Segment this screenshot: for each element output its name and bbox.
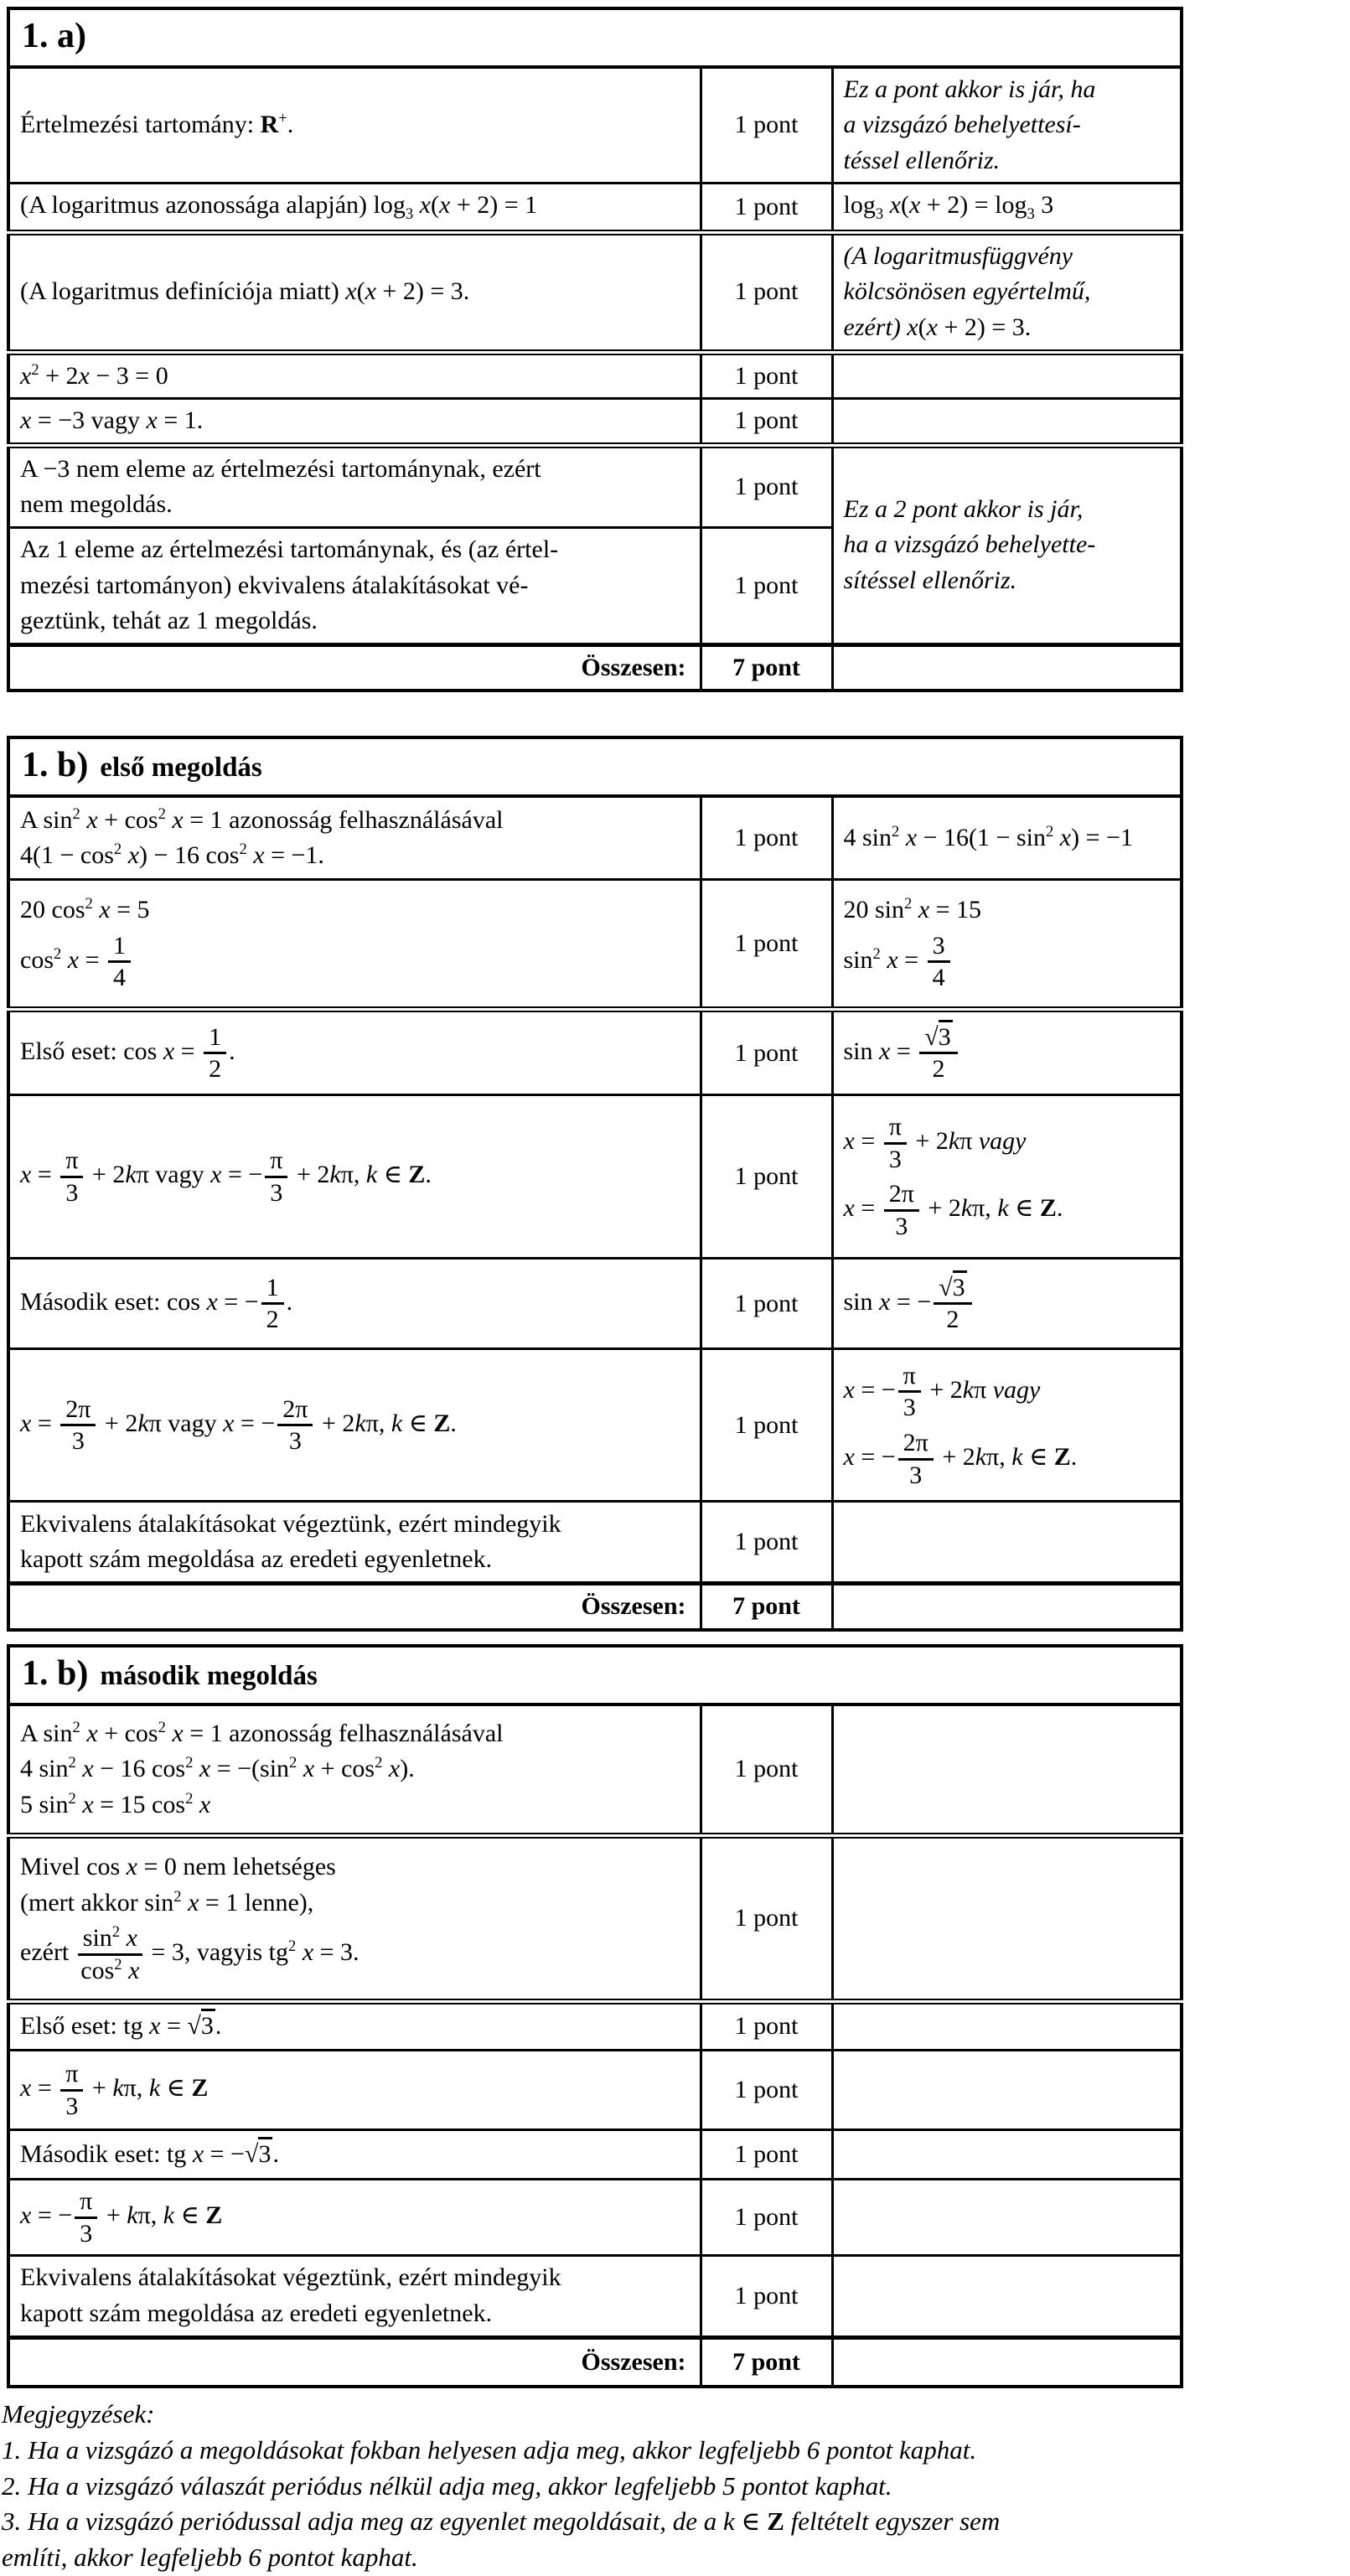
note-cell: 20 $\sin^2 x = 15$ $\sin^2 x$ = $\frac{3}{4}$	[832, 880, 1182, 1010]
points-cell: 1 pont	[701, 1704, 832, 1836]
note-cell: sin x = − $\frac{√3}{2}$	[832, 1259, 1182, 1349]
solution-cell: x = −3 vagy x = 1.	[8, 399, 701, 446]
solution-cell: Ekvivalens átalakításokat végeztünk, ezért mindegyik kapott szám megoldása az eredeti egyenletnek.	[8, 1502, 701, 1584]
remark-item: 3. Ha a vizsgázó periódussal adja meg az egyenlet megoldásait, de a k ∈ Z feltételt egyszer sem említi, akkor legfeljebb 6 pontot kaphat.	[2, 2506, 1001, 2573]
table-row	[8, 2256, 1182, 2337]
points-cell: 1 pont	[701, 1836, 832, 2002]
total-label: Összesen:	[8, 1584, 701, 1630]
total-label: Összesen:	[8, 2337, 701, 2387]
solution-cell: Második eset: cos x = − $\frac{1}{2}$ .	[8, 1259, 701, 1349]
points-cell: 1 pont	[701, 1349, 832, 1502]
table-row	[8, 184, 1182, 232]
table-title-cell	[8, 737, 1182, 796]
remark-item: 1. Ha a vizsgázó a megoldásokat fokban helyesen adja meg, akkor legfeljebb 6 pontot kaphat.	[2, 2434, 977, 2465]
table-row	[8, 2130, 1182, 2180]
solution-cell: Ekvivalens átalakításokat végeztünk, ezért mindegyik kapott szám megoldása az eredeti egyenletnek.	[8, 2256, 701, 2337]
total-row	[8, 644, 1182, 691]
table-header-row	[8, 737, 1182, 796]
note-cell	[832, 2051, 1182, 2130]
points-cell: 1 pont	[701, 527, 832, 644]
note-cell	[832, 2002, 1182, 2051]
empty-cell	[832, 2337, 1182, 2387]
table-row	[8, 352, 1182, 399]
note-cell: sin x = $\frac{√3}{2}$	[832, 1010, 1182, 1095]
solution-cell: Mivel cos x = 0 nem lehetséges (mert akkor $\sin^2 x = 1$ lenne), ezért $\frac{\sin^2 x}{\cos^2 x}$ = 3, vagyis $tg^2$ x = 3.	[8, 1836, 701, 2002]
remarks-title: Megjegyzések:	[2, 2399, 155, 2429]
note-cell: x = $\frac{\pi}{3}$ + 2kπ vagy x = $\frac{2\pi}{3}$ + 2kπ, k ∈ Z.	[832, 1095, 1182, 1259]
points-cell: 1 pont	[701, 2051, 832, 2130]
points-cell: 1 pont	[701, 399, 832, 446]
empty-cell	[832, 1584, 1182, 1630]
points-cell: 1 pont	[701, 352, 832, 399]
note-cell: (A logaritmusfüggvény kölcsönösen egyértelmű, ezért) x(x + 2) = 3.	[832, 232, 1182, 352]
note-cell: x = − $\frac{\pi}{3}$ + 2kπ vagy x = − $\frac{2\pi}{3}$ + 2kπ, k ∈ Z.	[832, 1349, 1182, 1502]
answer-table-1b-second	[7, 1644, 1183, 2388]
total-label: Összesen:	[8, 644, 701, 691]
solution-cell: Első eset: cos x = $\frac{1}{2}$ .	[8, 1010, 701, 1095]
points-cell: 1 pont	[701, 2180, 832, 2256]
note-cell	[832, 1836, 1182, 2002]
solution-cell: 20 $\cos^2 x = 5$ $\cos^2 x$ = $\frac{1}{4}$	[8, 880, 701, 1010]
table-row	[8, 2051, 1182, 2130]
note-cell: 4 $\sin^2 x - 16(1 - \sin^2 x) = -1$	[832, 796, 1182, 880]
points-cell: 1 pont	[701, 1010, 832, 1095]
points-cell: 1 pont	[701, 796, 832, 880]
solution-cell: Első eset: tg x = √3.	[8, 2002, 701, 2051]
table-row	[8, 1349, 1182, 1502]
table-row	[8, 1704, 1182, 1836]
table-title-cell	[8, 8, 1182, 67]
solution-cell: x = $\frac{\pi}{3}$ + 2kπ vagy x = − $\frac{\pi}{3}$ + 2kπ, k ∈ Z.	[8, 1095, 701, 1259]
answer-table-1a	[7, 7, 1183, 692]
note-cell	[832, 1502, 1182, 1584]
points-cell: 1 pont	[701, 2256, 832, 2337]
table-row	[8, 399, 1182, 446]
table-row	[8, 880, 1182, 1010]
solution-cell: x = $\frac{2\pi}{3}$ + 2kπ vagy x = − $\frac{2\pi}{3}$ + 2kπ, k ∈ Z.	[8, 1349, 701, 1502]
solution-cell: $x^2 + 2x - 3 = 0$	[8, 352, 701, 399]
points-cell: 1 pont	[701, 67, 832, 184]
points-cell: 1 pont	[701, 2002, 832, 2051]
total-points: 7 pont	[701, 644, 832, 691]
total-points: 7 pont	[701, 1584, 832, 1630]
empty-cell	[832, 644, 1182, 691]
remark-item: 2. Ha a vizsgázó válaszát periódus nélkül adja meg, akkor legfeljebb 5 pontot kaphat.	[2, 2470, 892, 2501]
table-subtitle: első megoldás	[100, 753, 262, 784]
points-cell: 1 pont	[701, 1502, 832, 1584]
table-header-row	[8, 8, 1182, 67]
table-title-cell	[8, 1646, 1182, 1704]
note-cell	[832, 2130, 1182, 2180]
table-row	[8, 67, 1182, 184]
remarks-section	[2, 2397, 1334, 2576]
table-row	[8, 1836, 1182, 2002]
points-cell: 1 pont	[701, 880, 832, 1010]
table-row	[8, 445, 1182, 527]
solution-cell: x = $\frac{\pi}{3}$ + kπ, k ∈ Z	[8, 2051, 701, 2130]
table-row	[8, 232, 1182, 352]
solution-cell: A $\sin^2 x + \cos^2 x = 1$ azonosság felhasználásával $4(1 - \cos^2 x) - 16$ $\cos^2 x = -1$.	[8, 796, 701, 880]
solution-cell: (A logaritmus azonossága alapján) $\log_3 x(x + 2) = 1$	[8, 184, 701, 232]
answer-table-1b-first	[7, 736, 1183, 1632]
note-cell	[832, 352, 1182, 399]
points-cell: 1 pont	[701, 232, 832, 352]
total-row	[8, 1584, 1182, 1630]
note-cell	[832, 2180, 1182, 2256]
table-row	[8, 2002, 1182, 2051]
points-cell: 1 pont	[701, 184, 832, 232]
table-header-row	[8, 1646, 1182, 1704]
solution-cell: A −3 nem eleme az értelmezési tartománynak, ezért nem megoldás.	[8, 445, 701, 527]
total-row	[8, 2337, 1182, 2387]
points-cell: 1 pont	[701, 2130, 832, 2180]
points-cell: 1 pont	[701, 1259, 832, 1349]
note-cell: Ez a pont akkor is jár, ha a vizsgázó behelyettesí- téssel ellenőriz.	[832, 67, 1182, 184]
solution-cell: Második eset: tg x = −√3.	[8, 2130, 701, 2180]
solution-cell: A $\sin^2 x + \cos^2 x = 1$ azonosság felhasználásával 4 $\sin^2 x - 16$ $\cos^2 x = -(\sin^2$ $x + \cos^2 x$). 5 $\sin^2 x = 15$ $\cos^2 x$	[8, 1704, 701, 1836]
solution-cell: Az 1 eleme az értelmezési tartománynak, és (az értel- mezési tartományon) ekvivalens átalakításokat vé- geztünk, tehát az 1 megoldás.	[8, 527, 701, 644]
note-cell	[832, 1704, 1182, 1836]
table-row	[8, 1095, 1182, 1259]
table-row	[8, 796, 1182, 880]
table-title: 1. a)	[22, 17, 86, 55]
total-points: 7 pont	[701, 2337, 832, 2387]
table-row	[8, 1010, 1182, 1095]
table-row	[8, 1502, 1182, 1584]
note-cell	[832, 2256, 1182, 2337]
solution-cell: Értelmezési tartomány: R+.	[8, 67, 701, 184]
table-title: 1. b)	[22, 1654, 89, 1694]
note-cell	[832, 399, 1182, 446]
table-row	[8, 2180, 1182, 2256]
solution-cell: x = − $\frac{\pi}{3}$ + kπ, k ∈ Z	[8, 2180, 701, 2256]
table-title: 1. b)	[22, 746, 89, 785]
note-cell: $\log_3 x(x + 2) = \log_3 3$	[832, 184, 1182, 232]
table-row	[8, 1259, 1182, 1349]
solution-cell: (A logaritmus definíciója miatt) x(x + 2) = 3.	[8, 232, 701, 352]
note-cell-merged: Ez a 2 pont akkor is jár, ha a vizsgázó behelyette- sítéssel ellenőriz.	[832, 445, 1182, 644]
points-cell: 1 pont	[701, 445, 832, 527]
table-subtitle: második megoldás	[100, 1661, 318, 1692]
points-cell: 1 pont	[701, 1095, 832, 1259]
scoring-guide-page	[0, 7, 1350, 2573]
